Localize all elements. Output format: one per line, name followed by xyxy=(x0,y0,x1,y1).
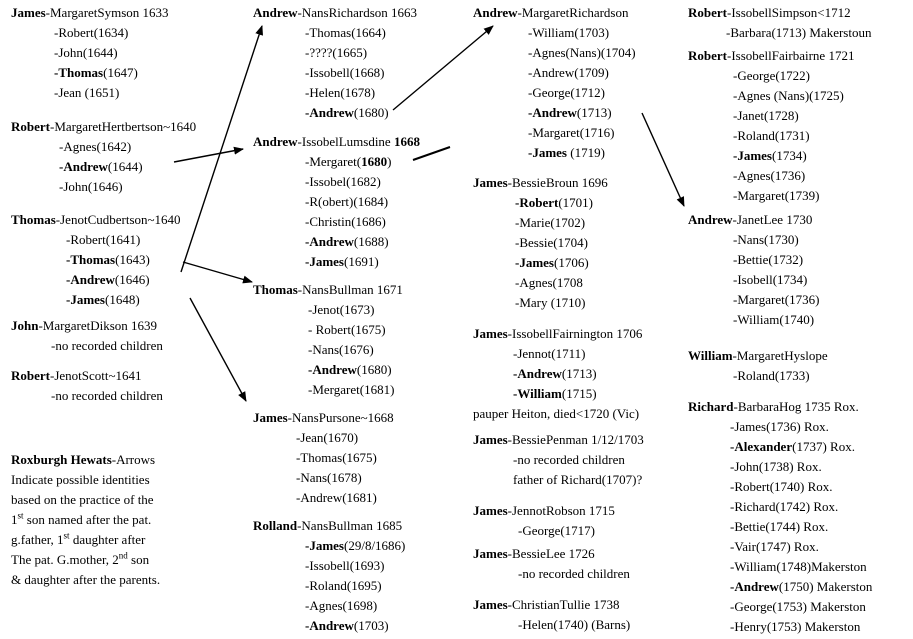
child-name: -Andrew xyxy=(66,272,115,287)
child-name: -Agnes(1642) xyxy=(59,139,132,154)
spouse-year: -BessiePenman 1/12/1703 xyxy=(507,432,644,447)
child-name: -Issobel(1682) xyxy=(305,174,381,189)
child-year: (1713) xyxy=(576,105,612,120)
child-name: father of Richard(1707)? xyxy=(513,472,643,487)
child-name: -no recorded children xyxy=(513,452,625,467)
child-name: -Nans(1678) xyxy=(296,470,362,485)
child-name: -no recorded children xyxy=(51,388,163,403)
child-name: -Thomas xyxy=(54,65,104,80)
head-name: James xyxy=(473,326,508,341)
head-name: Andrew xyxy=(688,212,733,227)
child-name: -Mary (1710) xyxy=(515,295,586,310)
child-name: -Agnes (Nans)(1725) xyxy=(733,88,844,103)
child-year-bold: 1680 xyxy=(361,154,388,169)
child-name: -no recorded children xyxy=(518,566,630,581)
child-name: -Roland(1695) xyxy=(305,578,382,593)
link-mergaret1680 xyxy=(413,147,450,160)
head-name: James xyxy=(473,432,508,447)
child-year: (1648) xyxy=(105,292,140,307)
head-name: James xyxy=(473,546,508,561)
child-year: (1691) xyxy=(344,254,379,269)
child-name: -Mergaret( xyxy=(305,154,362,169)
child-name: -James xyxy=(66,292,105,307)
child-name: -Andrew(1681) xyxy=(296,490,377,505)
child-name: -Henry(1753) Makerston xyxy=(730,619,861,634)
child-name: -Jennot(1711) xyxy=(513,346,586,361)
head-name: Robert xyxy=(688,48,727,63)
child-name: -Andrew(1709) xyxy=(528,65,609,80)
child-name: -Alexander xyxy=(730,439,793,454)
marriage-year: 1668 xyxy=(393,134,420,149)
child-name: -Andrew xyxy=(59,159,108,174)
child-name: -Isobell(1734) xyxy=(733,272,808,287)
child-name: -John(1738) Rox. xyxy=(730,459,822,474)
arrow-andrew1680-to-andrew-margaretrichardson xyxy=(393,26,493,110)
child-year: (1680) xyxy=(353,105,389,120)
spouse-year: -MargaretSymson 1633 xyxy=(45,5,169,20)
child-year: (29/8/1686) xyxy=(344,538,406,553)
child-year: (1644) xyxy=(107,159,143,174)
child-name: -Janet(1728) xyxy=(733,108,799,123)
child-name: -George(1722) xyxy=(733,68,811,83)
head-name: James xyxy=(11,5,46,20)
child-name: -????(1665) xyxy=(305,45,368,60)
child-name: -Andrew xyxy=(308,362,357,377)
child-year: (1706) xyxy=(554,255,589,270)
child-year: (1701) xyxy=(558,195,593,210)
head-name: John xyxy=(11,318,39,333)
child-year: (1750) Makerston xyxy=(778,579,873,594)
spouse-year: -NansBullman 1671 xyxy=(297,282,403,297)
child-name: -R(obert)(1684) xyxy=(305,194,389,209)
legend-note: Roxburgh Hewats-Arrows Indicate possible identities based on the practice of the 1st son named after the pat. g.father, 1st daughter after The pat. G.mother, 2nd son & daughter after the parents. xyxy=(11,450,201,590)
child-year: (1688) xyxy=(353,234,389,249)
child-name: -Bettie(1744) Rox. xyxy=(730,519,829,534)
child-year: (1719) xyxy=(567,145,605,160)
child-name: -Richard(1742) Rox. xyxy=(730,499,839,514)
child-name: -James xyxy=(305,254,344,269)
child-name: -Andrew xyxy=(730,579,779,594)
child-name: -Nans(1730) xyxy=(733,232,799,247)
spouse-year: -IssobellFairbairne 1721 xyxy=(727,48,855,63)
note-title: Roxburgh Hewats xyxy=(11,452,112,467)
head-name: James xyxy=(473,597,508,612)
child-name: -Christin(1686) xyxy=(305,214,386,229)
child-year: (1737) Rox. xyxy=(792,439,855,454)
child-name: -Margaret(1716) xyxy=(528,125,615,140)
child-year: (1646) xyxy=(114,272,150,287)
spouse-year: -MargaretRichardson xyxy=(517,5,629,20)
child-name: -Issobell(1693) xyxy=(305,558,385,573)
spouse-year: -BarbaraHog 1735 Rox. xyxy=(733,399,859,414)
child-year: (1647) xyxy=(103,65,138,80)
child-name: -Jenot(1673) xyxy=(308,302,375,317)
child-name: -James xyxy=(528,145,567,160)
head-name: Andrew xyxy=(473,5,518,20)
child-year: ) xyxy=(387,154,392,169)
child-name: -James xyxy=(305,538,344,553)
child-name: -William(1703) xyxy=(528,25,610,40)
spouse-year: -MargaretHertbertson~1640 xyxy=(50,119,197,134)
child-name: -Agnes(1698) xyxy=(305,598,378,613)
child-name: -Marie(1702) xyxy=(515,215,586,230)
child-name: -James xyxy=(515,255,554,270)
spouse-year: -JenotScott~1641 xyxy=(50,368,142,383)
child-year: (1703) xyxy=(353,618,389,633)
child-name: -George(1717) xyxy=(518,523,596,538)
child-name: -no recorded children xyxy=(51,338,163,353)
spouse-year: -NansPursone~1668 xyxy=(287,410,394,425)
arrow-james1648-to-james1668 xyxy=(190,298,246,401)
spouse-year: -IssobellFairnington 1706 xyxy=(507,326,643,341)
arrow-andrew1646-to-andrew1663 xyxy=(181,26,262,272)
child-name: -Jean (1651) xyxy=(54,85,120,100)
child-name: -Barbara(1713) Makerstoun xyxy=(726,25,872,40)
head-name: Thomas xyxy=(11,212,56,227)
child-name: -Mergaret(1681) xyxy=(308,382,395,397)
child-name: -Thomas(1664) xyxy=(305,25,386,40)
child-name: -Roland(1731) xyxy=(733,128,810,143)
child-year: (1643) xyxy=(115,252,150,267)
child-name: -Jean(1670) xyxy=(296,430,359,445)
head-name: Rolland xyxy=(253,518,298,533)
head-name: William xyxy=(688,348,733,363)
child-name: -William xyxy=(513,386,562,401)
child-name: -Robert(1740) Rox. xyxy=(730,479,833,494)
child-name: - Robert(1675) xyxy=(308,322,386,337)
family-note: pauper Heiton, died<1720 (Vic) xyxy=(473,406,640,421)
child-name: -James xyxy=(733,148,772,163)
note-line-2: based on the practice of the xyxy=(11,492,154,507)
child-name: -Helen(1678) xyxy=(305,85,376,100)
child-name: -John(1646) xyxy=(59,179,123,194)
child-name: -Agnes(1736) xyxy=(733,168,806,183)
child-name: -Thomas(1675) xyxy=(296,450,377,465)
child-name: -Andrew xyxy=(528,105,577,120)
arrow-thomas1643-to-thomas1671 xyxy=(183,262,252,282)
child-name: -Andrew xyxy=(305,618,354,633)
child-name: -Helen(1740) (Barns) xyxy=(518,617,631,632)
head-name: Thomas xyxy=(253,282,298,297)
child-name: -Robert xyxy=(515,195,559,210)
note-title-rest: -Arrows xyxy=(111,452,156,467)
spouse-year: -IssobelLumsdine xyxy=(297,134,394,149)
child-name: -Agnes(Nans)(1704) xyxy=(528,45,636,60)
child-name: -George(1712) xyxy=(528,85,606,100)
spouse-year: -BessieLee 1726 xyxy=(507,546,595,561)
child-name: -Andrew xyxy=(513,366,562,381)
spouse-year: -MargaretDikson 1639 xyxy=(38,318,158,333)
head-name: Robert xyxy=(688,5,727,20)
spouse-year: -JanetLee 1730 xyxy=(732,212,813,227)
head-name: James xyxy=(473,175,508,190)
note-line-1: Indicate possible identities xyxy=(11,472,150,487)
spouse-year: -ChristianTullie 1738 xyxy=(507,597,620,612)
child-name: -George(1753) Makerston xyxy=(730,599,866,614)
child-year: (1734) xyxy=(772,148,807,163)
note-line-6: & daughter after the parents. xyxy=(11,572,161,587)
child-name: -Margaret(1736) xyxy=(733,292,820,307)
child-name: -Roland(1733) xyxy=(733,368,810,383)
spouse-year: -JenotCudbertson~1640 xyxy=(55,212,181,227)
child-name: -Thomas xyxy=(66,252,116,267)
child-name: -Margaret(1739) xyxy=(733,188,820,203)
child-name: -Vair(1747) Rox. xyxy=(730,539,819,554)
child-name: -James(1736) Rox. xyxy=(730,419,829,434)
child-name: -Issobell(1668) xyxy=(305,65,385,80)
spouse-year: -JennotRobson 1715 xyxy=(507,503,615,518)
spouse-year: -NansBullman 1685 xyxy=(297,518,403,533)
head-name: Andrew xyxy=(253,5,298,20)
spouse-year: -BessieBroun 1696 xyxy=(507,175,608,190)
child-name: -Andrew xyxy=(305,105,354,120)
child-name: -Bessie(1704) xyxy=(515,235,588,250)
arrow-andrew1713-to-andrew1730 xyxy=(642,113,684,206)
head-name: James xyxy=(253,410,288,425)
head-name: Robert xyxy=(11,119,50,134)
child-year: (1715) xyxy=(561,386,597,401)
child-name: -John(1644) xyxy=(54,45,118,60)
head-name: Richard xyxy=(688,399,734,414)
child-year: (1713) xyxy=(561,366,597,381)
child-name: -Robert(1634) xyxy=(54,25,129,40)
child-name: -William(1740) xyxy=(733,312,815,327)
child-name: -Andrew xyxy=(305,234,354,249)
head-name: Robert xyxy=(11,368,50,383)
spouse-year: -MargaretHyslope xyxy=(732,348,828,363)
head-name: James xyxy=(473,503,508,518)
child-name: -Nans(1676) xyxy=(308,342,374,357)
child-name: -Agnes(1708 xyxy=(515,275,583,290)
arrow-andrew1644-to-andrew1668 xyxy=(174,149,243,162)
child-name: -Bettie(1732) xyxy=(733,252,804,267)
child-year: (1680) xyxy=(356,362,392,377)
child-name: -Robert(1641) xyxy=(66,232,141,247)
spouse-year: -NansRichardson 1663 xyxy=(297,5,418,20)
spouse-year: -IssobellSimpson<1712 xyxy=(727,5,851,20)
head-name: Andrew xyxy=(253,134,298,149)
child-name: -William(1748)Makerston xyxy=(730,559,867,574)
